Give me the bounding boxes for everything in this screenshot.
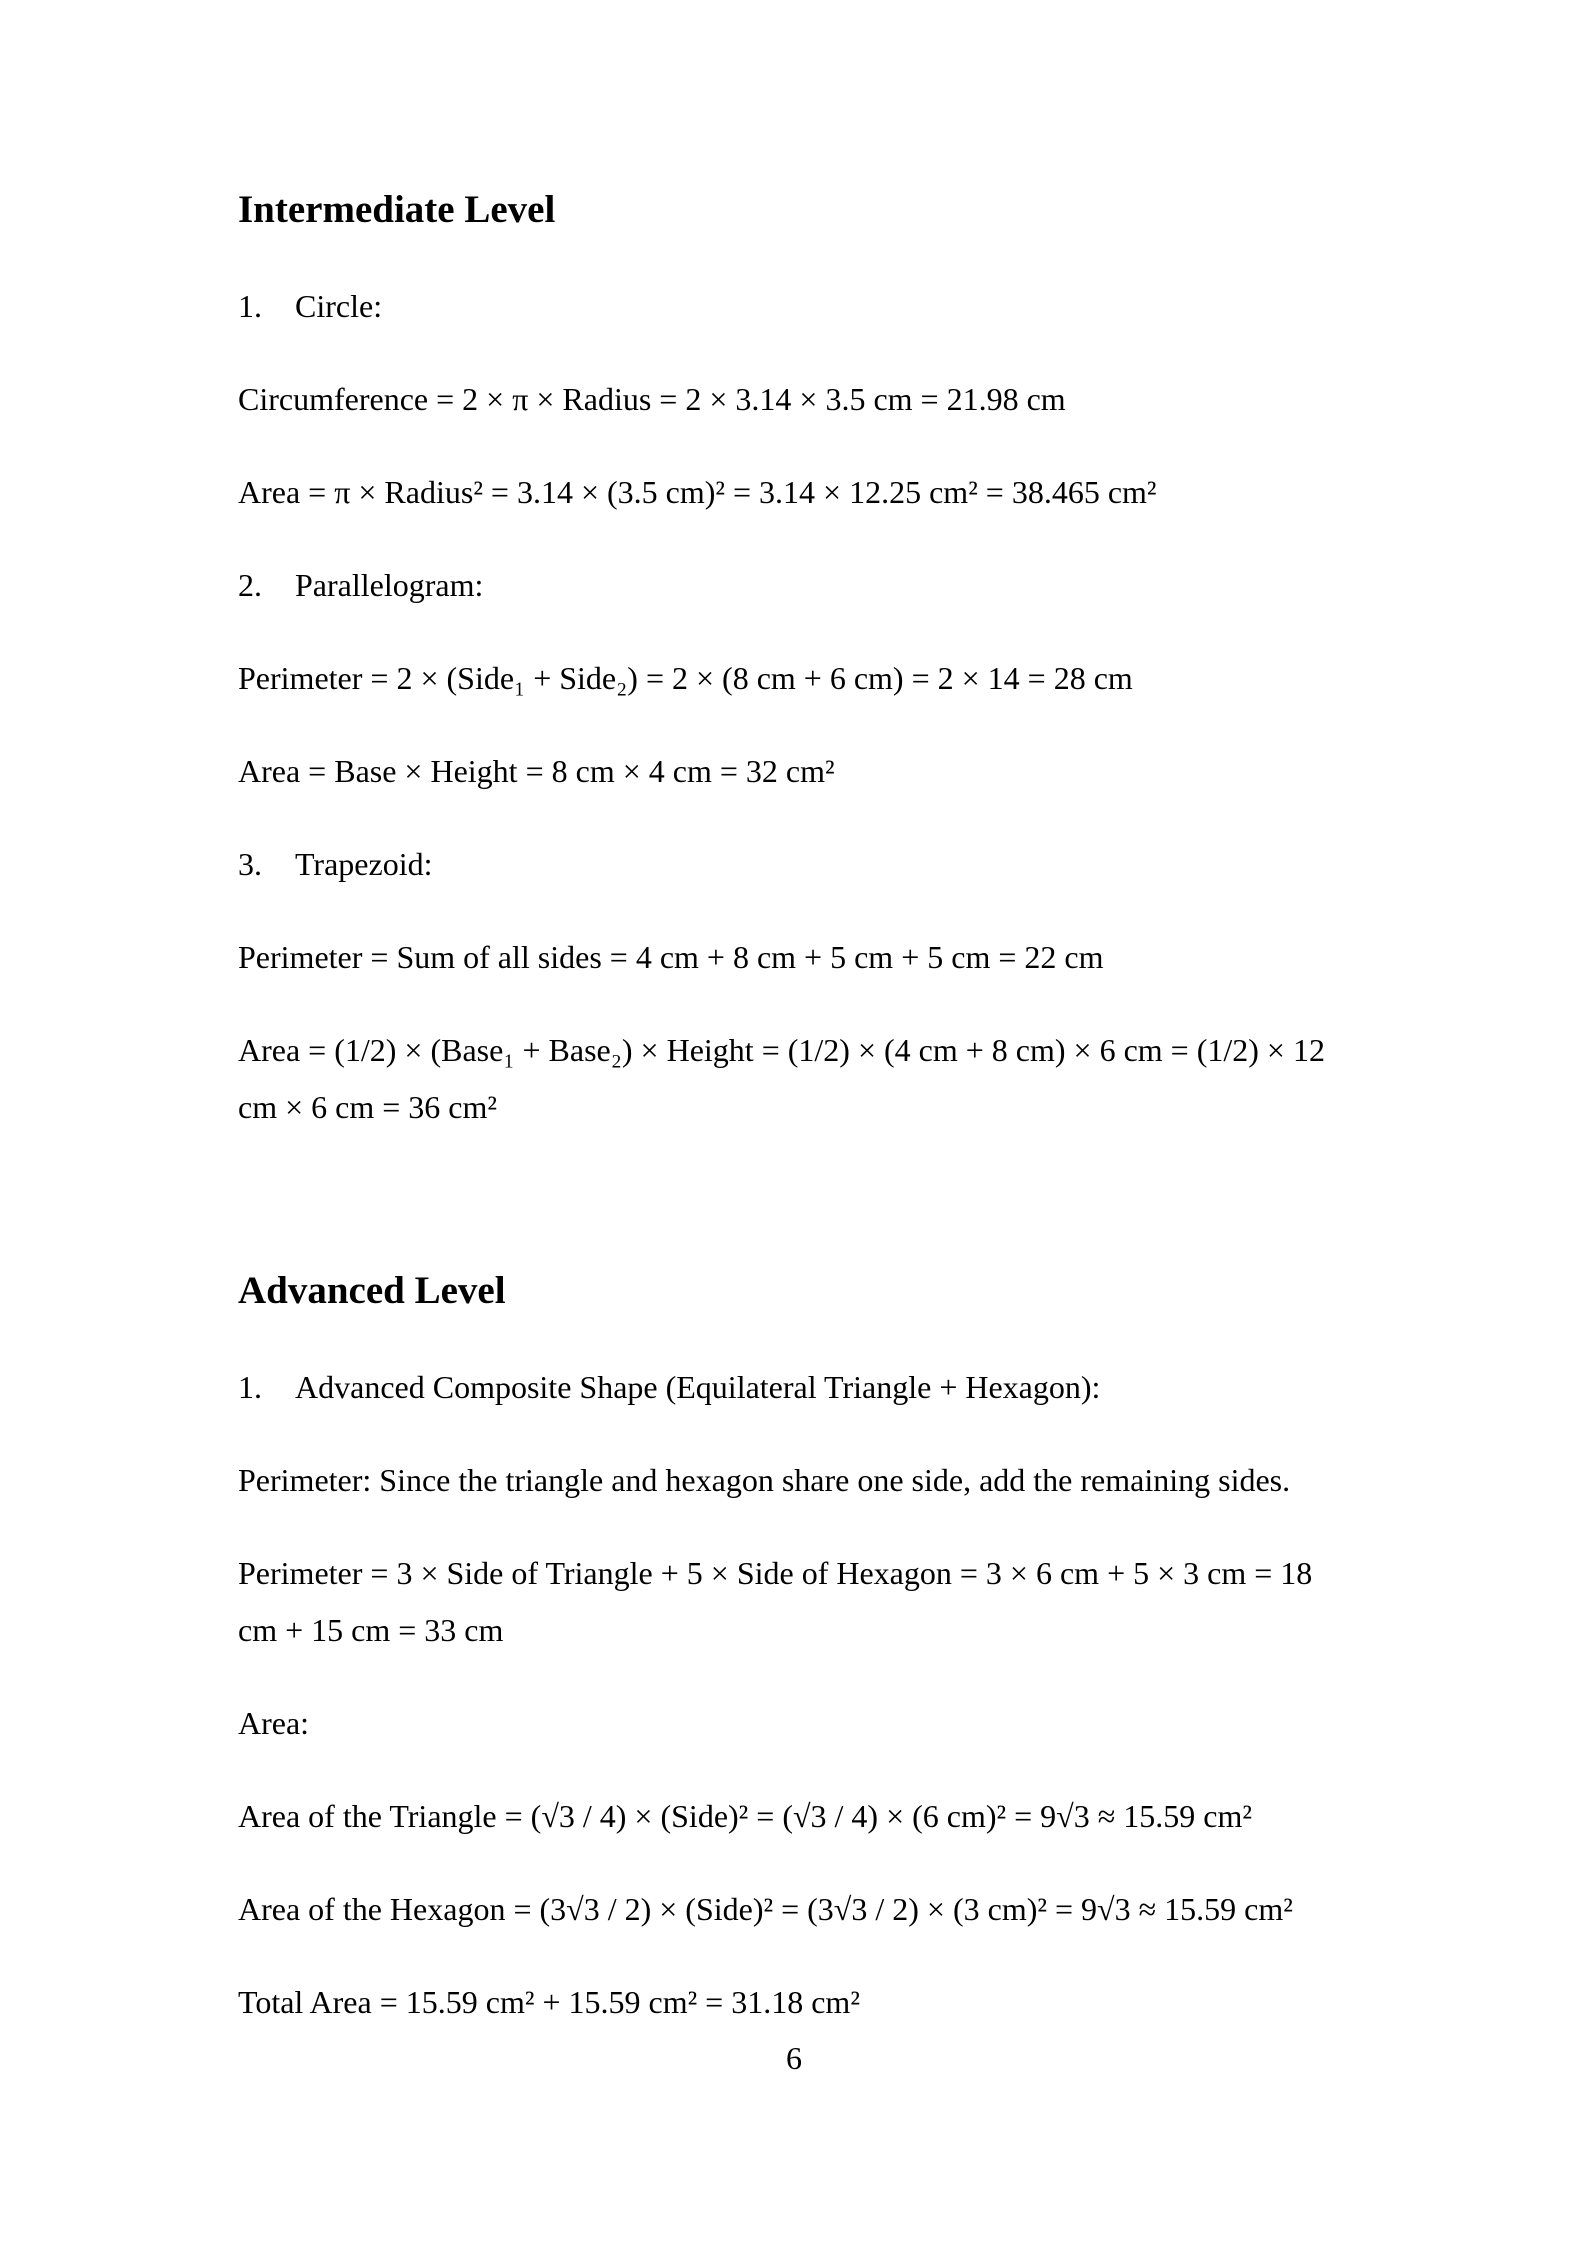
intermediate-level-heading: Intermediate Level	[238, 188, 556, 231]
list-item-composite-shape	[238, 1371, 1100, 1403]
total-area-formula: Total Area = 15.59 cm² + 15.59 cm² = 31.18 cm²	[238, 1984, 860, 2020]
list-item-composite-title: Advanced Composite Shape (Equilateral Triangle + Hexagon):	[295, 1369, 1101, 1405]
list-item-trapezoid	[238, 848, 432, 880]
list-item-circle-title: Circle:	[295, 288, 383, 324]
list-item-circle-number: 1.	[238, 288, 262, 324]
list-item-trapezoid-number: 3.	[238, 846, 262, 882]
list-item-parallelogram-number: 2.	[238, 567, 262, 603]
advanced-level-heading: Advanced Level	[238, 1269, 506, 1312]
composite-perimeter-formula-line2: cm + 15 cm = 33 cm	[238, 1612, 504, 1648]
parallelogram-perimeter-formula: Perimeter = 2 × (Side₁ + Side₂) = 2 × (8 cm + 6 cm) = 2 × 14 = 28 cm	[238, 660, 1133, 696]
page-number: 6	[786, 2040, 802, 2076]
hexagon-area-formula: Area of the Hexagon = (3√3 / 2) × (Side)² = (3√3 / 2) × (3 cm)² = 9√3 ≈ 15.59 cm²	[238, 1891, 1293, 1927]
composite-perimeter-note: Perimeter: Since the triangle and hexagon share one side, add the remaining sides.	[238, 1462, 1291, 1498]
list-item-parallelogram	[238, 569, 483, 601]
trapezoid-perimeter-formula: Perimeter = Sum of all sides = 4 cm + 8 cm + 5 cm + 5 cm = 22 cm	[238, 939, 1104, 975]
composite-perimeter-formula-line1: Perimeter = 3 × Side of Triangle + 5 × Side of Hexagon = 3 × 6 cm + 5 × 3 cm = 18	[238, 1555, 1313, 1591]
circle-circumference-formula: Circumference = 2 × π × Radius = 2 × 3.14 × 3.5 cm = 21.98 cm	[238, 381, 1066, 417]
list-item-trapezoid-title: Trapezoid:	[295, 846, 433, 882]
circle-area-formula: Area = π × Radius² = 3.14 × (3.5 cm)² = 3.14 × 12.25 cm² = 38.465 cm²	[238, 474, 1157, 510]
trapezoid-area-formula-line2: cm × 6 cm = 36 cm²	[238, 1089, 497, 1125]
composite-area-label: Area:	[238, 1705, 310, 1741]
parallelogram-area-formula: Area = Base × Height = 8 cm × 4 cm = 32 cm²	[238, 753, 835, 789]
list-item-composite-number: 1.	[238, 1369, 262, 1405]
triangle-area-formula: Area of the Triangle = (√3 / 4) × (Side)² = (√3 / 4) × (6 cm)² = 9√3 ≈ 15.59 cm²	[238, 1798, 1252, 1834]
trapezoid-area-formula-line1: Area = (1/2) × (Base₁ + Base₂) × Height = (1/2) × (4 cm + 8 cm) × 6 cm = (1/2) × 12	[238, 1032, 1325, 1068]
list-item-parallelogram-title: Parallelogram:	[295, 567, 484, 603]
list-item-circle	[238, 290, 382, 322]
